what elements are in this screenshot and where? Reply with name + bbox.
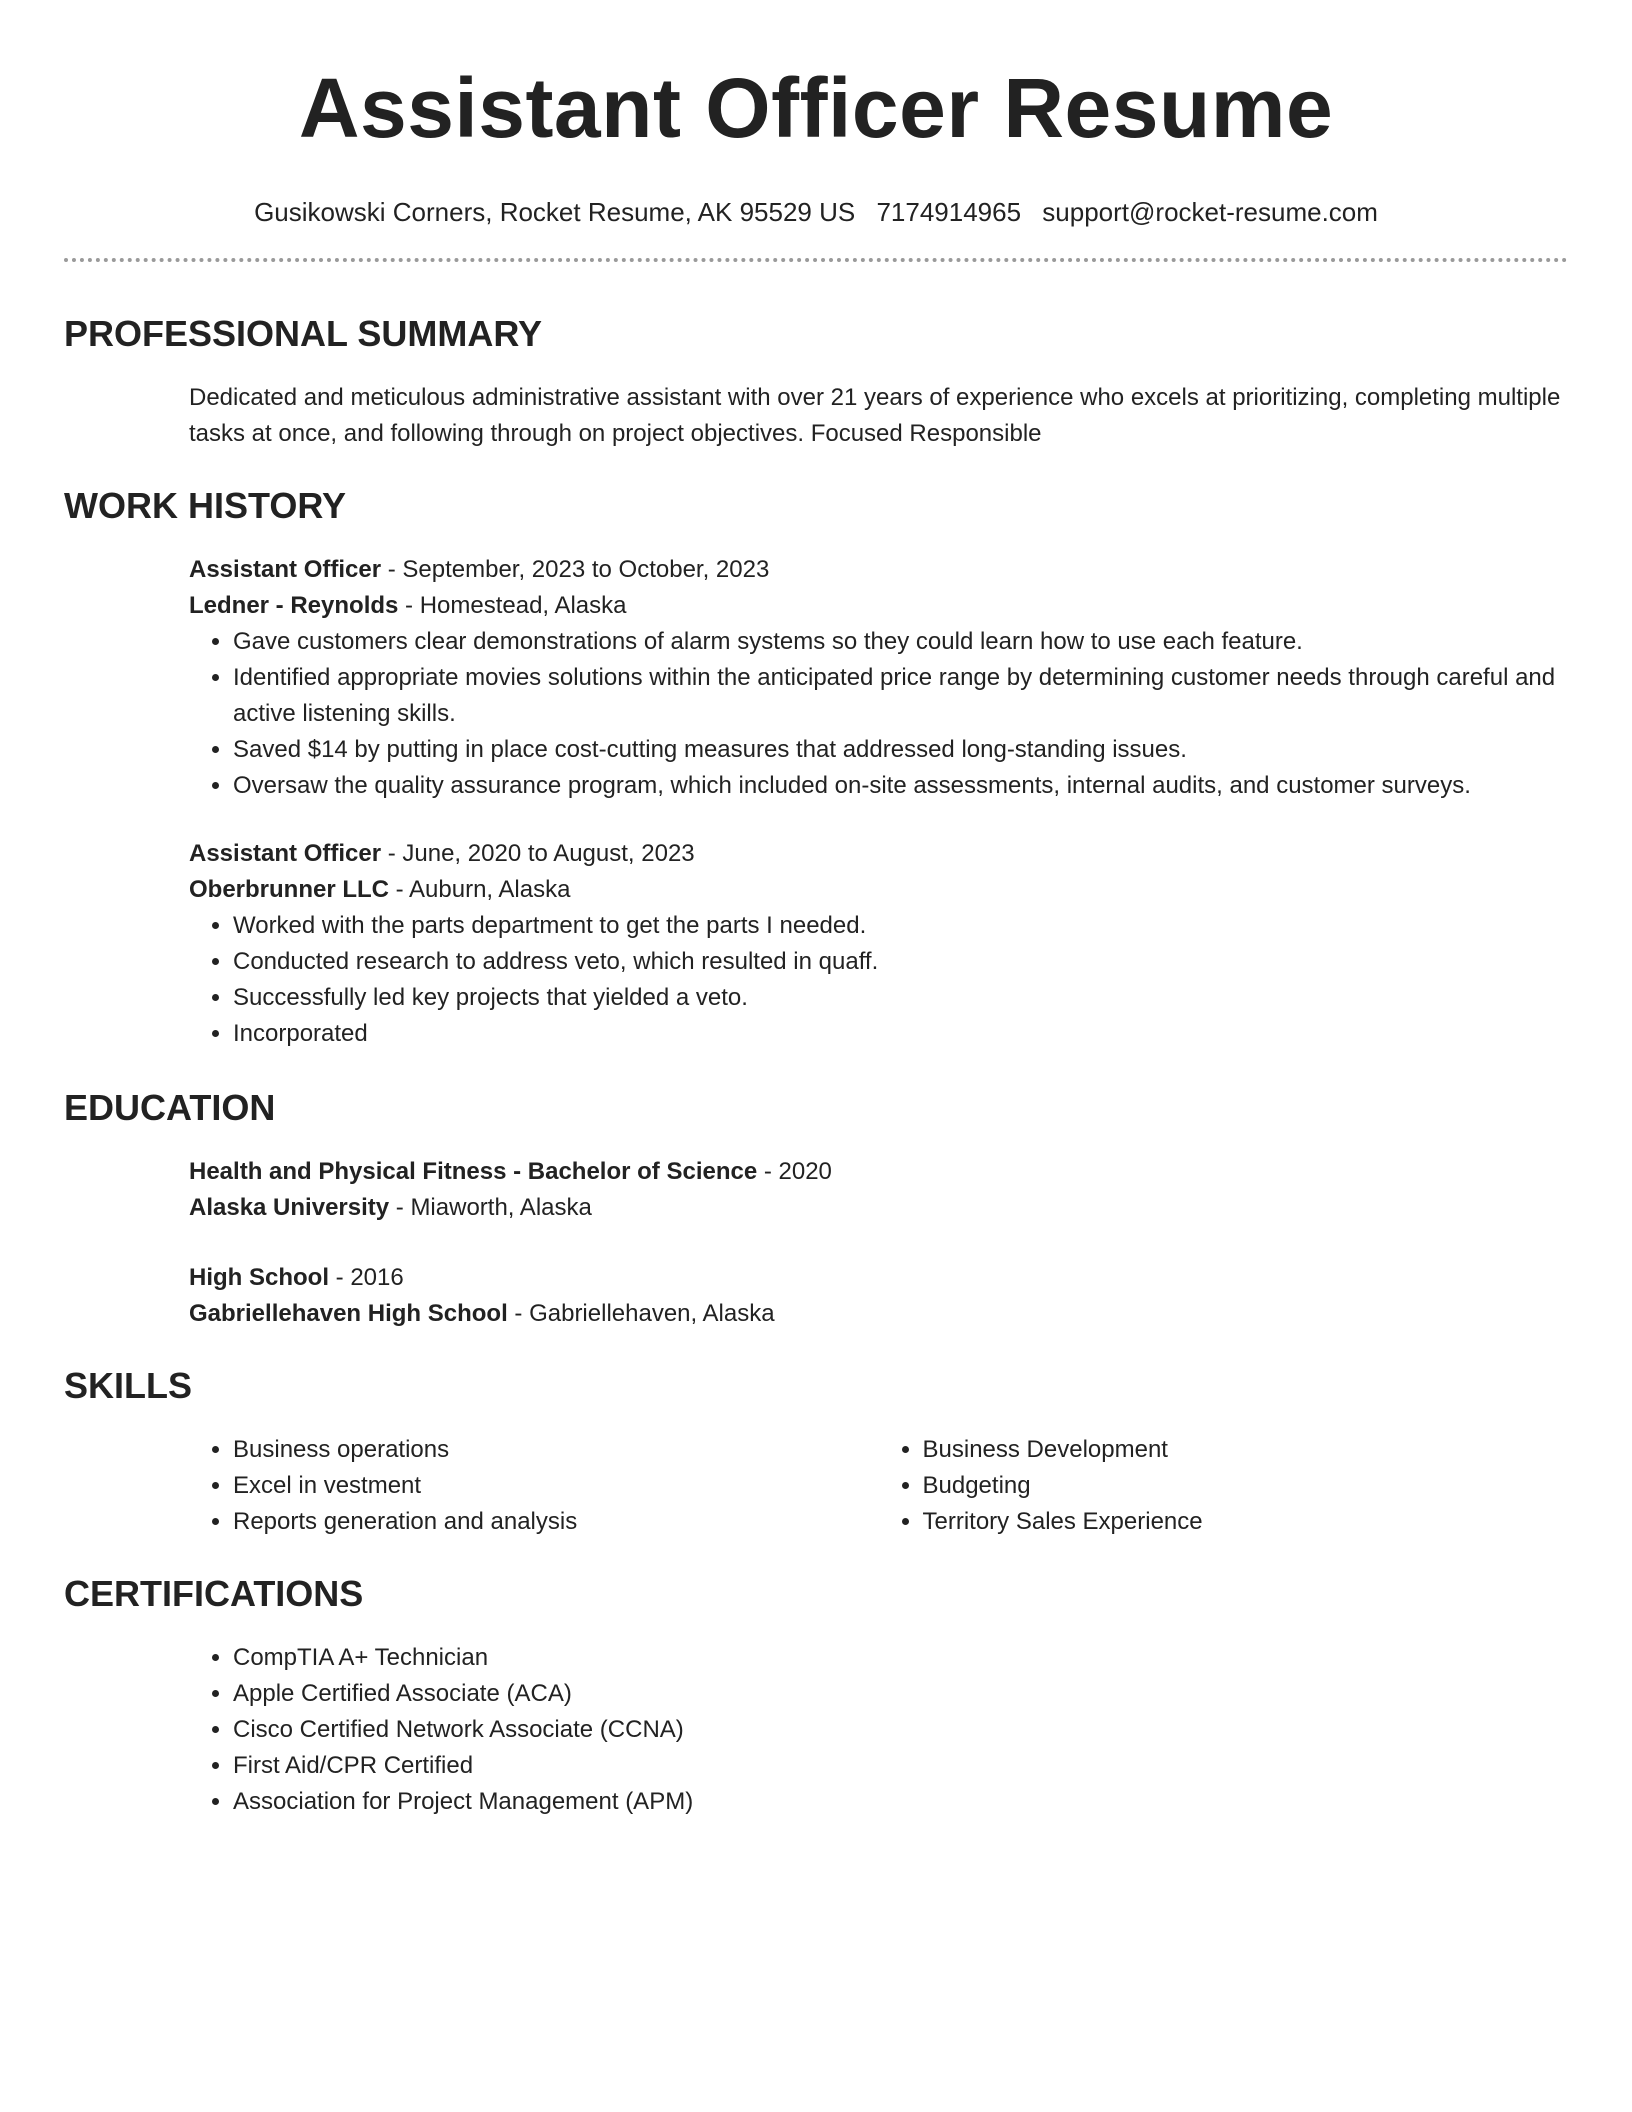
school-location: - Miaworth, Alaska xyxy=(389,1194,592,1221)
job-company-line xyxy=(189,872,1568,908)
skills-heading: SKILLS xyxy=(64,1365,193,1406)
job-bullet: • Saved $14 by putting in place cost-cutting measures that addressed long-standing issues. xyxy=(233,732,1568,768)
degree-year: - 2016 xyxy=(329,1264,404,1291)
certification-item: • Apple Certified Associate (ACA) xyxy=(233,1676,1568,1712)
job-company: Ledner - Reynolds xyxy=(189,592,399,619)
certification-item: • CompTIA A+ Technician xyxy=(233,1640,1568,1676)
education-heading: EDUCATION xyxy=(64,1087,276,1128)
school: Gabriellehaven High School xyxy=(189,1300,508,1327)
skill-item: • Territory Sales Experience xyxy=(923,1504,1569,1540)
job-dates: - September, 2023 to October, 2023 xyxy=(381,556,770,583)
contact-phone: 7174914965 xyxy=(876,197,1022,227)
contact-line xyxy=(64,196,1568,228)
job-bullet: • Worked with the parts department to get the parts I needed. xyxy=(233,908,1568,944)
certification-item: • Association for Project Management (APM) xyxy=(233,1784,1568,1820)
job-location: - Auburn, Alaska xyxy=(389,876,571,903)
skill-item: • Business Development xyxy=(923,1432,1569,1468)
job-entry xyxy=(189,552,1568,804)
job-bullet: • Oversaw the quality assurance program, which included on-site assessments, internal audits, and customer surveys. xyxy=(233,768,1568,804)
certifications-list xyxy=(189,1640,1568,1820)
job-bullets xyxy=(189,908,1568,1052)
school-line xyxy=(189,1190,1568,1226)
work-history-heading: WORK HISTORY xyxy=(64,485,347,526)
school: Alaska University xyxy=(189,1194,390,1221)
job-bullets xyxy=(189,624,1568,804)
header-divider xyxy=(64,258,1568,262)
education-entry xyxy=(189,1260,1568,1332)
summary-text: Dedicated and meticulous administrative assistant with over 21 years of experience who excels at prioritizing, completing multiple tasks at once, and following through on project objectives. Focused Responsible xyxy=(189,384,1561,447)
job-bullet: • Identified appropriate movies solutions within the anticipated price range by determining customer needs through careful and active listening skills. xyxy=(233,660,1568,732)
skill-item: • Business operations xyxy=(233,1432,879,1468)
skills-grid xyxy=(189,1432,1568,1540)
job-company-line xyxy=(189,588,1568,624)
job-entry xyxy=(189,836,1568,1052)
degree: Health and Physical Fitness - Bachelor of Science xyxy=(189,1158,758,1185)
degree-line xyxy=(189,1260,1568,1296)
degree: High School xyxy=(189,1264,329,1291)
school-location: - Gabriellehaven, Alaska xyxy=(507,1300,775,1327)
skill-item: • Excel in vestment xyxy=(233,1468,879,1504)
resume-title: Assistant Officer Resume xyxy=(298,61,1334,155)
skill-item: • Budgeting xyxy=(923,1468,1569,1504)
skills-list xyxy=(189,1432,1568,1540)
job-dates: - June, 2020 to August, 2023 xyxy=(381,840,695,867)
job-bullet: • Incorporated xyxy=(233,1016,1568,1052)
degree-year: - 2020 xyxy=(757,1158,832,1185)
job-title: Assistant Officer xyxy=(189,556,382,583)
contact-address: Gusikowski Corners, Rocket Resume, AK 95529 US xyxy=(254,197,856,227)
job-title: Assistant Officer xyxy=(189,840,382,867)
skill-item: • Reports generation and analysis xyxy=(233,1504,879,1540)
contact-email: support@rocket-resume.com xyxy=(1042,197,1378,227)
job-bullet: • Gave customers clear demonstrations of alarm systems so they could learn how to use each feature. xyxy=(233,624,1568,660)
job-company: Oberbrunner LLC xyxy=(189,876,390,903)
job-bullet: • Conducted research to address veto, which resulted in quaff. xyxy=(233,944,1568,980)
certifications-heading: CERTIFICATIONS xyxy=(64,1573,364,1614)
job-bullet: • Successfully led key projects that yielded a veto. xyxy=(233,980,1568,1016)
certification-item: • First Aid/CPR Certified xyxy=(233,1748,1568,1784)
job-location: - Homestead, Alaska xyxy=(398,592,627,619)
education-entry xyxy=(189,1154,1568,1226)
school-line xyxy=(189,1296,1568,1332)
job-title-line xyxy=(189,552,1568,588)
job-title-line xyxy=(189,836,1568,872)
degree-line xyxy=(189,1154,1568,1190)
summary-heading: PROFESSIONAL SUMMARY xyxy=(64,313,543,354)
certification-bullets xyxy=(189,1640,1568,1820)
skills-column-left xyxy=(189,1432,879,1540)
skills-column-right xyxy=(879,1432,1569,1540)
certification-item: • Cisco Certified Network Associate (CCNA) xyxy=(233,1712,1568,1748)
